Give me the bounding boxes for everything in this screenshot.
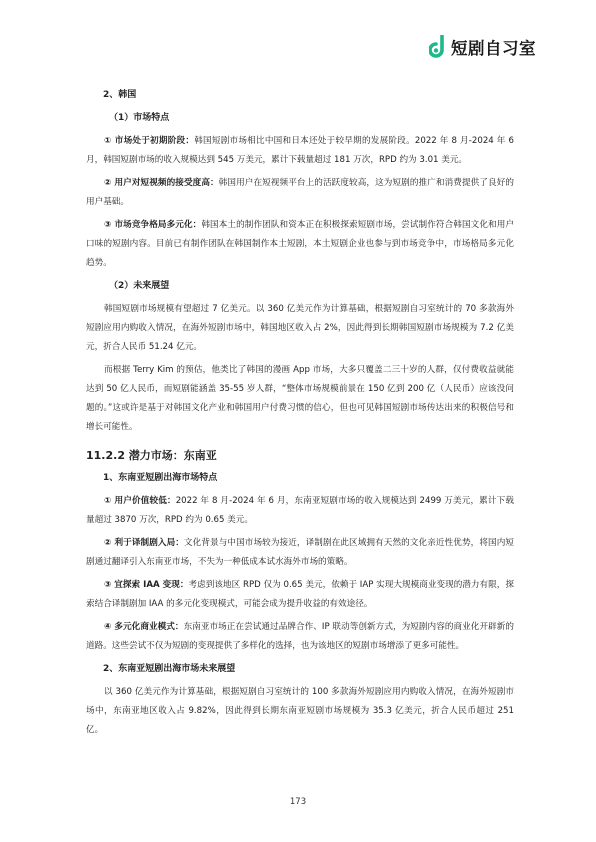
sea-paragraph-4 bbox=[86, 618, 514, 656]
sea-outlook-title: 2、东南亚短剧出海市场未来展望 bbox=[103, 664, 236, 674]
korea-p2-text: 韩国用户在短视频平台上的活跃度较高，这为短剧的推广和消费提供了良好的用户基础。 bbox=[86, 178, 514, 207]
sea-p2-text: 文化背景与中国市场较为接近，译制剧在此区域拥有天然的文化亲近性优势，将国内短剧通过翻译引入东南亚市场，不失为一种低成本试水海外市场的策略。 bbox=[86, 538, 514, 567]
sea-p1-lead: ① 用户价值较低： bbox=[104, 496, 176, 506]
sea-p4-lead: ④ 多元化商业模式： bbox=[104, 622, 184, 632]
sea-paragraph-1 bbox=[86, 492, 514, 530]
korea-paragraph-2 bbox=[86, 174, 514, 212]
page-number: 173 bbox=[289, 797, 307, 807]
sea-p4-text: 东南亚市场正在尝试通过品牌合作、IP 联动等创新方式，为短剧内容的商业化开辟新的道路。这些尝试不仅为短剧的变现提供了多样化的选择，也为该地区的短剧市场增添了更多可能性。 bbox=[86, 622, 514, 651]
korea-paragraph-3 bbox=[86, 216, 514, 273]
sea-paragraph-5: 以 360 亿美元作为计算基础，根据短剧自习室统计的 100 多款海外短剧应用内购收入情况，在海外短剧市场中，东南亚地区收入占 9.82%，因此得到长期东南亚短剧市场规模为 35.3 亿美元，折合人民币超过 251 亿。 bbox=[86, 687, 514, 735]
sea-paragraph-2 bbox=[86, 534, 514, 572]
korea-section-title: 2、韩国 bbox=[103, 90, 137, 100]
korea-p2-lead: ② 用户对短视频的接受度高： bbox=[104, 178, 219, 188]
korea-p3-text: 韩国本土的制作团队和资本正在积极探索短剧市场，尝试制作符合韩国文化和用户口味的短剧内容。目前已有制作团队在韩国制作本土短剧，本土短剧企业也参与到市场竞争中，市场格局多元化趋势。 bbox=[86, 220, 514, 268]
brand-logo bbox=[429, 35, 536, 59]
southeast-asia-heading: 11.2.2 潜力市场：东南亚 bbox=[86, 449, 217, 462]
korea-paragraph-1 bbox=[86, 132, 514, 170]
korea-p1-lead: ① 市场处于初期阶段： bbox=[104, 136, 195, 146]
sea-paragraph-3 bbox=[86, 576, 514, 614]
korea-outlook-title: （2）未来展望 bbox=[109, 281, 170, 291]
logo-mark-icon bbox=[429, 35, 449, 59]
page-content bbox=[86, 86, 514, 744]
sea-p1-text: 2022 年 8 月-2024 年 6 月，东南亚短剧市场的收入规模达到 2499 万美元，累计下载量超过 3870 万次，RPD 约为 0.65 美元。 bbox=[86, 496, 514, 525]
korea-paragraph-4: 韩国短剧市场规模有望超过 7 亿美元。以 360 亿美元作为计算基础，根据短剧自习室统计的 70 多款海外短剧应用内购收入情况，在海外短剧市场中，韩国地区收入占 2%，因此得到长期韩国短剧市场规模为 7.2 亿美元，折合人民币 51.24 亿元。 bbox=[86, 304, 514, 352]
sea-p2-lead: ② 利于译制剧入局： bbox=[104, 538, 184, 548]
korea-market-features-title: （1）市场特点 bbox=[109, 113, 170, 123]
sea-features-title: 1、东南亚短剧出海市场特点 bbox=[103, 473, 218, 483]
korea-paragraph-5: 而根据 Terry Kim 的预估，他类比了韩国的漫画 App 市场，大多只覆盖二三十岁的人群，仅付费收益就能达到 50 亿人民币，而短剧能涵盖 35-55 岁人群，“整体市场规模前景在 150 亿到 200 亿（人民币）应该没问题的。”这或许是基于对韩国文化产业和韩国用户付费习惯的信心，但也可见韩国短剧市场传达出来的积极信号和增长可能性。 bbox=[86, 365, 514, 432]
sea-p3-text: 考虑到该地区 RPD 仅为 0.65 美元，依赖于 IAP 实现大规模商业变现的潜力有限，探索结合译制剧加 IAA 的多元化变现模式，可能会成为提升收益的有效途径。 bbox=[86, 580, 514, 609]
korea-p3-lead: ③ 市场竞争格局多元化： bbox=[104, 220, 202, 230]
korea-p1-text: 韩国短剧市场相比中国和日本还处于较早期的发展阶段。2022 年 8 月-2024 年 6 月，韩国短剧市场的收入规模达到 545 万美元，累计下载量超过 181 万次，RPD 约为 3.01 美元。 bbox=[86, 136, 514, 165]
brand-name: 短剧自习室 bbox=[451, 39, 536, 58]
sea-p3-lead: ③ 宜探索 IAA 变现： bbox=[104, 580, 189, 590]
